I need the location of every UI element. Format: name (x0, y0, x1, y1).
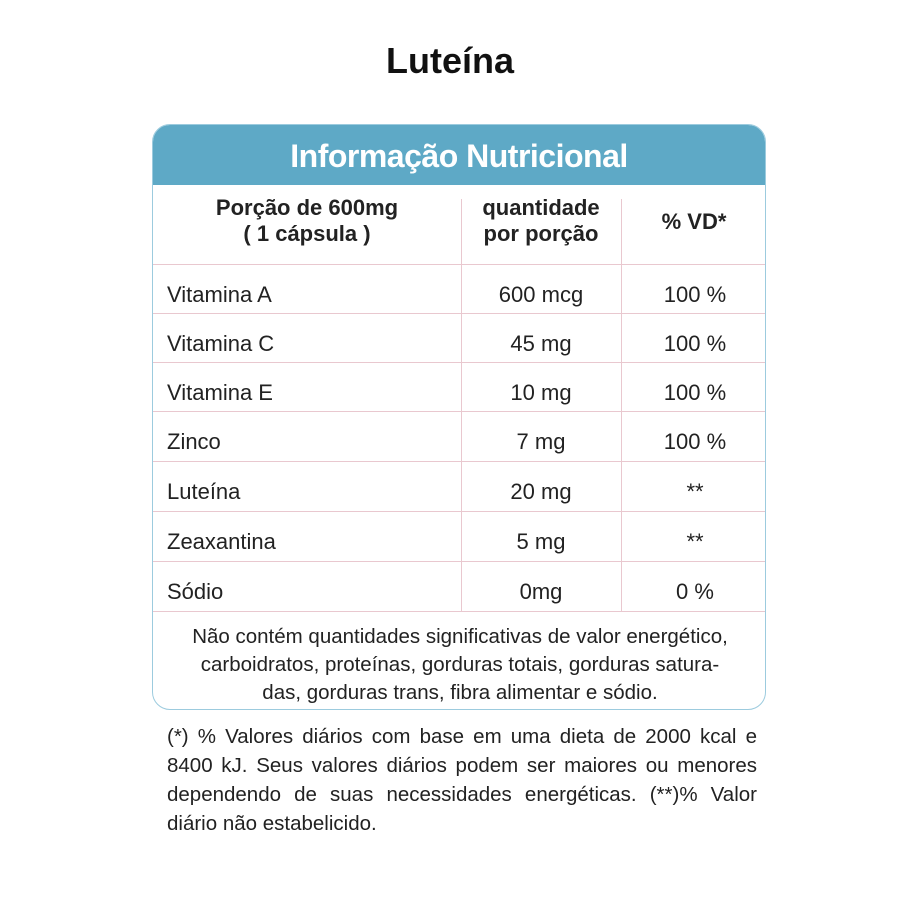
nutrient-vd: ** (686, 479, 704, 504)
note-line: das, gorduras trans, fibra alimentar e sódio. (262, 681, 658, 704)
nutrient-amount: 0mg (519, 579, 563, 604)
nutrition-table (152, 124, 766, 710)
note-line: Não contém quantidades significativas de valor energético, (192, 625, 728, 648)
column-header-vd: % VD* (661, 209, 727, 234)
nutrient-amount: 7 mg (516, 429, 566, 454)
table-row (153, 314, 765, 363)
nutrient-name: Vitamina E (167, 380, 273, 405)
nutrient-vd: 100 % (663, 429, 727, 454)
row-divider (153, 611, 766, 612)
nutrient-name: Luteína (167, 479, 241, 504)
nutrient-amount: 20 mg (510, 479, 572, 504)
nutrient-vd: 0 % (676, 579, 714, 604)
table-row (153, 562, 765, 611)
nutrient-amount: 10 mg (510, 380, 572, 405)
table-header: Informação Nutricional (153, 125, 765, 185)
footnote: (*) % Valores diários com base em uma dieta de 2000 kcal e 8400 kJ. Seus valores diários podem ser maiores ou menores dependendo de suas necessidades energéticas. (**)% Valor diário não estabelicido. (167, 725, 757, 835)
table-row (153, 265, 765, 314)
portion-line-2: ( 1 cápsula ) (243, 221, 371, 246)
nutrient-amount: 5 mg (516, 529, 566, 554)
nutrient-amount: 600 mcg (498, 282, 584, 307)
table-row (153, 412, 765, 461)
nutrient-name: Zinco (167, 429, 221, 454)
nutrient-name: Vitamina A (167, 282, 272, 307)
nutrient-vd: 100 % (663, 380, 727, 405)
nutrient-amount: 45 mg (510, 331, 572, 356)
table-row (153, 512, 765, 561)
table-row (153, 363, 765, 412)
column-header-portion (153, 195, 461, 247)
note-line: carboidratos, proteínas, gorduras totais, gorduras satura- (200, 653, 720, 676)
amount-line-1: quantidade (482, 195, 600, 220)
nutrient-vd: ** (686, 529, 704, 554)
amount-line-2: por porção (483, 221, 599, 246)
portion-line-1: Porção de 600mg (215, 195, 399, 220)
nutrient-name: Sódio (167, 579, 224, 604)
table-note (163, 623, 757, 707)
page-title: Luteína (385, 40, 514, 81)
column-header-amount (461, 195, 621, 247)
nutrient-name: Vitamina C (167, 331, 275, 356)
nutrient-name: Zeaxantina (167, 529, 276, 554)
nutrient-vd: 100 % (663, 282, 727, 307)
table-row (153, 462, 765, 511)
nutrient-vd: 100 % (663, 331, 727, 356)
